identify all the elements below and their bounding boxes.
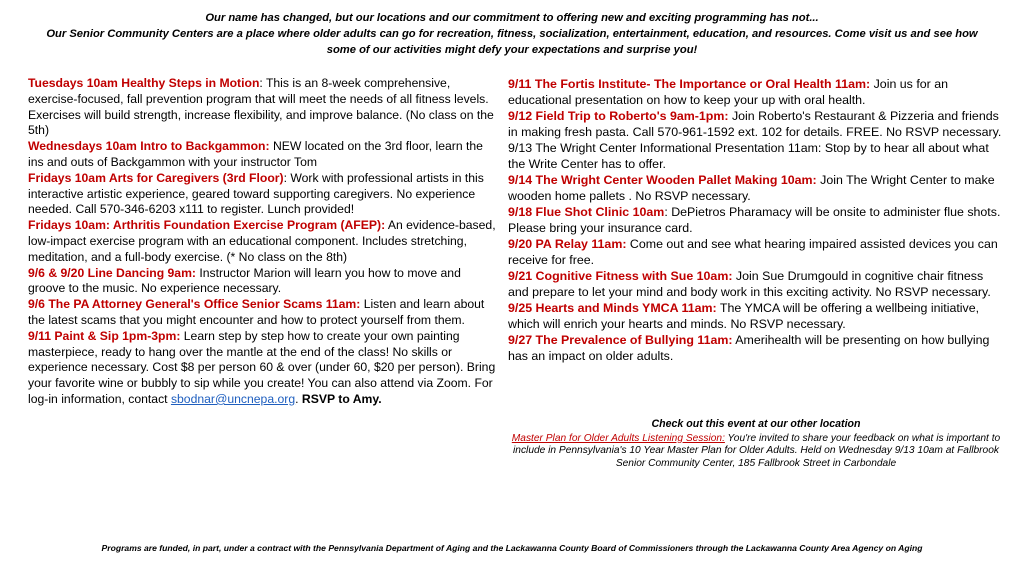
event-description: Join Roberto's Restaurant & Pizzeria and friends in making fresh pasta. Call 570-961-1592 ext. 102 for details. FREE. No RSVP necessary. (508, 109, 1002, 139)
event-description: : This is an 8-week comprehensive, exercise-focused, fall prevention program that will meet the needs of all fitness levels. Exercises will build strength, increase flexibility, and improve balance. (No class on the 5th) (28, 76, 494, 138)
event-description: Learn step by step how to create your own painting masterpiece, ready to hang over the mantle at the end of the class! No skills or experience necessary. Cost $8 per person 60 & over (under 60, $20 per person). Bring your favorite wine or bubbly to sip while you create! You can also attend via Zoom. For log-in information, contact (28, 328, 496, 406)
intro-line-1: Our name has changed, but our locations and our commitment to offering new and exciting programming has not... (205, 12, 819, 24)
event-description: Join us for an educational presentation on how to keep your up with oral health. (508, 77, 949, 107)
event-title: 9/25 Hearts and Minds YMCA 11am: (508, 301, 717, 315)
event-item (508, 76, 1002, 108)
event-item (28, 266, 498, 298)
event-description: NEW located on the 3rd floor, learn the ins and outs of Backgammon with your instructor Tom (28, 139, 483, 169)
event-item (508, 268, 1002, 300)
master-plan-link[interactable]: Master Plan for Older Adults Listening Session: (511, 432, 725, 444)
event-title: Fridays 10am Arts for Caregivers (3rd Floor) (28, 170, 284, 185)
funding-footer: Programs are funded, in part, under a contract with the Pennsylvania Department of Aging and the Lackawanna County Board of Commissioners through the Lackawanna County Area Agency on Aging (101, 543, 923, 553)
intro-header (40, 10, 984, 58)
left-column-schedule (28, 76, 498, 408)
event-title: 9/6 The PA Attorney General's Office Senior Scams 11am: (28, 297, 361, 312)
event-item (28, 297, 498, 329)
event-title: 9/27 The Prevalence of Bullying 11am: (508, 333, 733, 347)
event-item (508, 332, 1002, 364)
event-item (28, 329, 498, 408)
other-location-description: You're invited to share your feedback on what is important to include in Pennsylvania's 10 Year Master Plan for Older Adults. Held on Wednesday 9/13 10am at Fallbrook Senior Community Center, 185 Fallbrook Street in Carbondale (513, 432, 1001, 469)
event-description: Come out and see what hearing impaired assisted devices you can receive for free. (508, 237, 998, 267)
separator-text: . (295, 391, 302, 406)
other-location-text (506, 433, 1006, 471)
event-description: The YMCA will be offering a wellbeing initiative, which will enrich your hearts and minds. No RSVP necessary. (508, 301, 980, 331)
event-item (28, 76, 498, 139)
event-description: Instructor Marion will learn you how to move and groove to the music. No experience necessary. (28, 265, 461, 296)
event-title: 9/21 Cognitive Fitness with Sue 10am: (508, 269, 733, 283)
event-description: 9/13 The Wright Center Informational Presentation 11am: Stop by to hear all about what the Write Center has to offer. (508, 141, 989, 171)
intro-line-2: Our Senior Community Centers are a place where older adults can go for recreation, fitness, socialization, entertainment, education, and resources. Come visit us and see how some of our activities might defy your expectations and surprise you! (46, 28, 978, 56)
event-description: Listen and learn about the latest scams that you might encounter and how to protect yourself from them. (28, 297, 485, 327)
event-title: Wednesdays 10am Intro to Backgammon: (28, 139, 270, 154)
event-title: 9/11 The Fortis Institute- The Importance or Oral Health 11am: (508, 77, 871, 91)
event-item (508, 108, 1002, 140)
other-location-heading: Check out this event at our other location (651, 418, 861, 430)
event-title: 9/18 Flue Shot Clinic 10am (508, 205, 665, 219)
event-title: 9/12 Field Trip to Roberto's 9am-1pm: (508, 109, 729, 123)
event-item (28, 139, 498, 171)
event-title: 9/20 PA Relay 11am: (508, 237, 627, 251)
event-description: Join The Wright Center to make wooden home pallets . No RSVP necessary. (508, 173, 995, 203)
event-title: 9/6 & 9/20 Line Dancing 9am: (28, 265, 196, 280)
right-column-schedule (508, 76, 1002, 364)
event-description: : Work with professional artists in this interactive artistic experience, geared toward supporting caregivers. No experience needed. Call 570-346-6203 x111 to register. Lunch provided! (28, 170, 484, 217)
event-item (508, 140, 1002, 172)
event-title: Fridays 10am: Arthritis Foundation Exercise Program (AFEP): (28, 218, 386, 233)
event-item (508, 172, 1002, 204)
event-item (508, 300, 1002, 332)
contact-email-link[interactable]: sbodnar@uncnepa.org (170, 391, 296, 406)
event-title: Tuesdays 10am Healthy Steps in Motion (28, 76, 260, 90)
event-item (28, 171, 498, 218)
event-description: : DePietros Pharamacy will be onsite to administer flue shots. Please bring your insurance card. (508, 205, 1001, 235)
other-location-notice (506, 418, 1006, 470)
event-description: An evidence-based, low-impact exercise program with an educational component. Includes stretching, meditation, and a full-body exercise. (* No class on the 8th) (28, 218, 496, 264)
event-item (508, 204, 1002, 236)
event-description: Amerihealth will be presenting on how bullying has an impact on older adults. (508, 333, 990, 363)
event-item (508, 236, 1002, 268)
rsvp-note: RSVP to Amy. (301, 391, 382, 406)
event-item (28, 218, 498, 265)
event-title: 9/14 The Wright Center Wooden Pallet Making 10am: (508, 173, 817, 187)
event-title: 9/11 Paint & Sip 1pm-3pm: (28, 328, 181, 343)
event-description: Join Sue Drumgould in cognitive chair fitness and prepare to let your mind and body work in this exciting activity. No RSVP necessary. (508, 269, 991, 299)
